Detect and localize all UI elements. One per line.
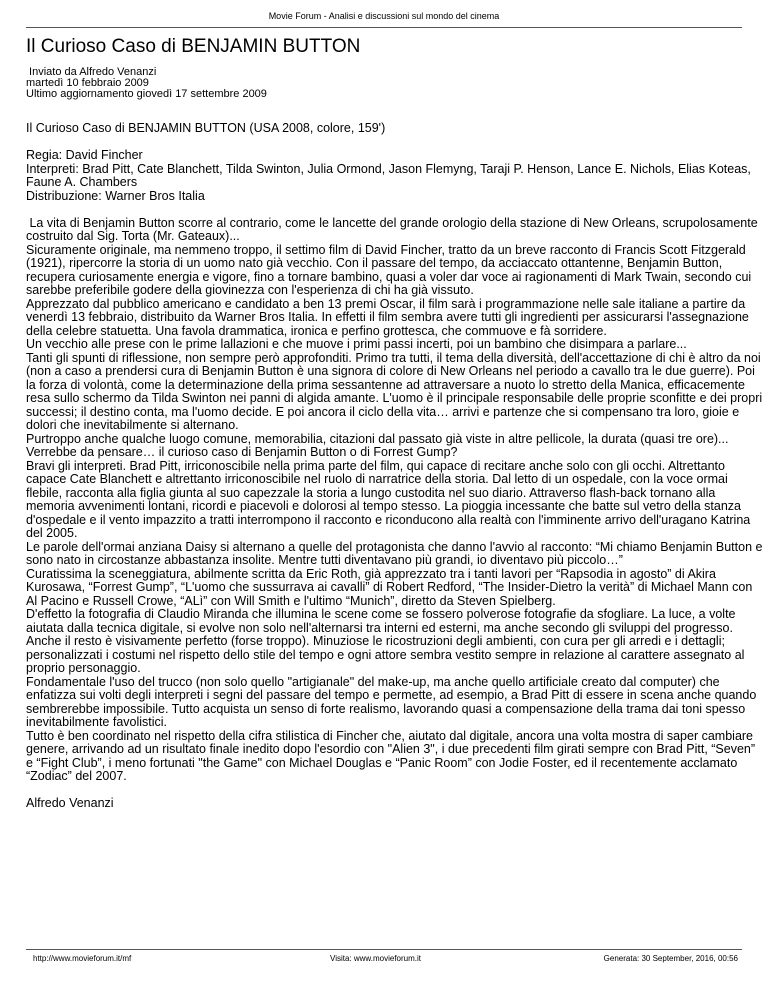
spacer: [26, 136, 764, 150]
credits-cast: Interpreti: Brad Pitt, Cate Blanchett, Tilda Swinton, Julia Ormond, Jason Flemyng, Taraji P. Henson, Lance E. Nichols, Elias Koteas, Faune A. Chambers: [26, 161, 751, 189]
body-paragraph: Sicuramente originale, ma nemmeno troppo, il settimo film di David Fincher, tratto da un breve racconto di Francis Scott Fitzgerald (1921), ripercorre la storia di un uomo nato già vecchio. Con il passare del tempo, da acciaccato ottantenne, Benjamin Button, recupera curiosamente energia e vigore, fino a tornare bambino, quasi a voler dar voce ai ragionamenti di Mark Twain, secondo cui sarebbe preferibile godere della giovinezza con l'esperienza di chi ha già vissuto.: [26, 242, 752, 297]
credits-distribution: Distribuzione: Warner Bros Italia: [26, 188, 205, 203]
body-paragraph: D'effetto la fotografia di Claudio Miranda che illumina le scene come se fossero polverose fotografie da sfogliare. La luce, a volte aiutata dalla tecnica digitale, si evolve non solo nell'alternarsi tra interni ed esterni, ma anche secondo gli sviluppi del progresso.: [26, 607, 736, 635]
body-paragraph: Un vecchio alle prese con le prime lallazioni e che muove i primi passi incerti, poi un bambino che disimpara a parlare...: [26, 337, 687, 351]
body-paragraph: Curatissima la sceneggiatura, abilmente scritta da Eric Roth, già apprezzato tra i tanti lavori per “Rapsodia in agosto” di Akira Kurosawa, “Forrest Gump”, “L'uomo che sussurrava ai cavalli” di Robert Redford, “The Insider-Dietro la verità” di Michael Mann con Al Pacino e Russell Crowe, “ALì” con Will Smith e l'ultimo “Munich”, diretto da Steven Spielberg.: [26, 566, 753, 608]
body-paragraph: Purtroppo anche qualche luogo comune, memorabilia, citazioni dal passato già viste in altre pellicole, la durata (quasi tre ore)...: [26, 431, 729, 446]
article-subtitle: Il Curioso Caso di BENJAMIN BUTTON (USA 2008, colore, 159'): [26, 121, 386, 135]
footer-generated: Generata: 30 September, 2016, 00:56: [603, 954, 738, 963]
author-signature: Alfredo Venanzi: [26, 796, 114, 810]
last-updated: Ultimo aggiornamento giovedì 17 settembre 2009: [26, 88, 267, 100]
body-paragraph: Anche il resto è visivamente perfetto (forse troppo). Minuziose le ricostruzioni degli ambienti, con cura per gli arredi e i dettagli; personalizzati i costumi nel rispetto dello stile del tempo e ogni attore sembra vestito sempre in relazione al carattere assegnato al proprio personaggio.: [26, 634, 745, 675]
credits-director: Regia: David Fincher: [26, 148, 143, 162]
body-paragraph: La vita di Benjamin Button scorre al contrario, come le lancette del grande orologio della stazione di New Orleans, scrupolosamente costruito dal Sig. Torta (Mr. Gateaux)...: [26, 215, 762, 243]
article-content: [26, 122, 764, 811]
article-title: Il Curioso Caso di BENJAMIN BUTTON: [26, 36, 361, 57]
spacer: [26, 784, 764, 798]
body-paragraph: Apprezzato dal pubblico americano e candidato a ben 13 premi Oscar, il film sarà i programmazione nelle sale italiane a partire da venerdì 13 febbraio, distribuito da Warner Bros Italia. In effetti il film sembra avere tutti gli ingredienti per assicurarsi l'assegnazione della celebre statuetta. Una favola drammatica, ironica e perfino grottesca, che commuove e fà sorridere.: [26, 296, 749, 338]
posted-by: Inviato da Alfredo Venanzi: [26, 66, 157, 78]
body-paragraph: Tutto è ben coordinato nel rispetto della cifra stilistica di Fincher che, aiutato dal digitale, ancora una volta mostra di saper cambiare genere, arrivando ad un risultato finale inedito dopo l'esordio con "Alien 3", i due precedenti film girati sempre con Brad Pitt, “Seven” e “Fight Club”, i meno fortunati "the Game" con Michael Douglas e “Panic Room” con Jodie Foster, ed il recentemente acclamato “Zodiac” del 2007.: [26, 728, 756, 783]
body-paragraph: Le parole dell'ormai anziana Daisy si alternano a quelle del protagonista che danno l'avvio al racconto: “Mi chiamo Benjamin Button e sono nato in circostanze abbastanza insolite. Mentre tutti diventavano più grandi, io diventavo più piccolo…”: [26, 539, 763, 567]
body-paragraph: Bravi gli interpreti. Brad Pitt, irriconoscibile nella prima parte del film, qui capace di recitare anche solo con gli occhi. Altrettanto capace Cate Blanchett e altrettanto irriconoscibile nel ruolo di narratrice della storia. Dal letto di un ospedale, con la voce ormai flebile, racconta alla figlia giunta al suo capezzale la storia a lungo custodita nel suo diario. Attraverso flash-back tornano alla memoria avvenimenti lontani, ricordi e piacevoli e dolorosi al tempo stesso. La pioggia incessante che batte sul vetro della stanza d'ospedale e il vento impazzito a tratti interrompono il racconto e riconducono alla realtà con l'imminente arrivo dell'uragano Katrina del 2005.: [26, 458, 751, 540]
header-divider: [26, 27, 742, 28]
post-date: martedì 10 febbraio 2009: [26, 77, 149, 89]
body-paragraph: Fondamentale l'uso del trucco (non solo quello "artigianale" del make-up, ma anche quello artificiale creato dal computer) che enfatizza sui volti degli interpreti i segni del passare del tempo e permette, ad esempio, a Brad Pitt di essere in scena anche quando sembrerebbe impossibile. Tutto acquista un senso di forte realismo, lavorando quasi a compensazione della trama dai toni spesso inevitabilmente favolistici.: [26, 674, 757, 729]
spacer: [26, 203, 764, 217]
footer-divider: [26, 949, 742, 950]
body-paragraph: Tanti gli spunti di riflessione, non sempre però approfonditi. Primo tra tutti, il tema della diversità, dell'accettazione di chi è altro da noi (non a caso a prendersi cura di Benjamin Button è una signora di colore di New Orleans nel periodo a cavallo tra le due guerre). Poi la forza di volontà, come la determinazione della prima sessantenne ad attraversare a nuoto lo stretto della Manica, efficacemente resa sullo schermo da Tilda Swinton nei panni di algida amante. L'uomo è il principale responsabile delle proprie sconfitte e dei propri successi; il destino conta, ma l'uomo decide. E poi ancora il ciclo della vita… arrivi e partenze che si compensano tra loro, gioie e dolori che inevitabilmente si alternano.: [26, 350, 763, 432]
footer-visit: Visita: www.movieforum.it: [330, 954, 421, 963]
body-paragraph: Verrebbe da pensare… il curioso caso di Benjamin Button o di Forrest Gump?: [26, 445, 458, 459]
header-site-line: Movie Forum - Analisi e discussioni sul mondo del cinema: [268, 11, 500, 21]
footer-url: http://www.movieforum.it/mf: [33, 954, 132, 963]
article-meta: [26, 67, 267, 100]
